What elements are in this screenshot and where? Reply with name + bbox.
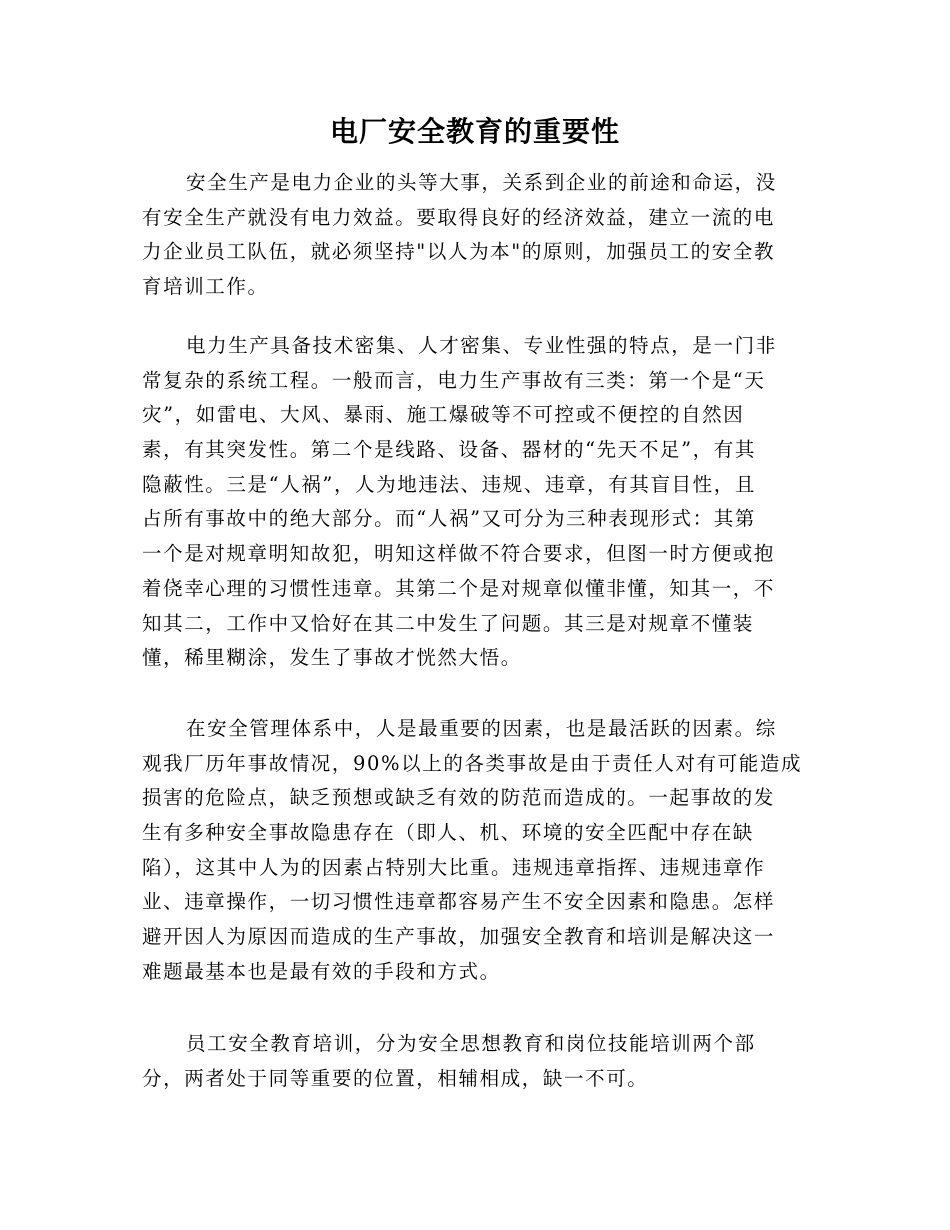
paragraph-line: 安全生产是电力企业的头等大事，关系到企业的前途和命运，没 [186, 171, 777, 194]
paragraph-line: 生有多种安全事故隐患存在（即人、机、环境的安全匹配中存在缺 [142, 821, 754, 845]
paragraph-line: 分，两者处于同等重要的位置，相辅相成，缺一不可。 [142, 1066, 649, 1090]
paragraph-line: 员工安全教育培训，分为安全思想教育和岗位技能培训两个部 [186, 1032, 756, 1055]
paragraph-line: 占所有事故中的绝大部分。而“人祸”又可分为三种表现形式：其第 [142, 507, 756, 531]
page-title: 电厂安全教育的重要性 [329, 115, 620, 148]
paragraph-line: 常复杂的系统工程。一般而言，电力生产事故有三类：第一个是“天 [142, 368, 766, 392]
paragraph-line: 一个是对规章明知故犯，明知这样做不符合要求，但图一时方便或抱 [142, 542, 776, 566]
paragraph-line: 素，有其突发性。第二个是线路、设备、器材的“先天不足”，有其 [142, 438, 756, 462]
paragraph-3 [142, 712, 810, 990]
paragraph-line: 知其二，工作中又恰好在其二中发生了问题。其三是对规章不懂装 [142, 611, 754, 635]
paragraph-line: 力企业员工队伍，就必须坚持"以人为本"的原则，加强员工的安全教 [142, 240, 776, 264]
paragraph-line: 灾”，如雷电、大风、暴雨、施工爆破等不可控或不便控的自然因 [142, 403, 745, 427]
paragraph-line: 业、违章操作，一切习惯性违章都容易产生不安全因素和隐患。怎样 [142, 890, 776, 914]
paragraph-line: 电力生产具备技术密集、人才密集、专业性强的特点，是一门非 [186, 334, 777, 357]
paragraph-line: 难题最基本也是最有效的手段和方式。 [142, 959, 501, 983]
paragraph-line: 陷），这其中人为的因素占特别大比重。违规违章指挥、违规违章作 [142, 855, 766, 879]
paragraph-4 [142, 1027, 810, 1096]
paragraph-2 [142, 329, 810, 676]
paragraph-line: 观我厂历年事故情况，90%以上的各类事故是由于责任人对有可能造成 [142, 751, 803, 775]
paragraph-line: 育培训工作。 [142, 275, 269, 299]
paragraph-line: 损害的危险点，缺乏预想或缺乏有效的防范而造成的。一起事故的发 [142, 786, 776, 810]
paragraph-line: 懂，稀里糊涂，发生了事故才恍然大悟。 [142, 646, 522, 670]
paragraph-1 [142, 166, 810, 305]
paragraph-line: 着侥幸心理的习惯性违章。其第二个是对规章似懂非懂，知其一，不 [142, 576, 776, 600]
paragraph-line: 有安全生产就没有电力效益。要取得良好的经济效益，建立一流的电 [142, 205, 776, 229]
paragraph-line: 在安全管理体系中，人是最重要的因素，也是最活跃的因素。综 [186, 717, 777, 740]
paragraph-line: 隐蔽性。三是“人祸”，人为地违法、违规、违章，有其盲目性，且 [142, 472, 756, 496]
paragraph-line: 避开因人为原因而造成的生产事故，加强安全教育和培训是解决这一 [142, 925, 776, 949]
